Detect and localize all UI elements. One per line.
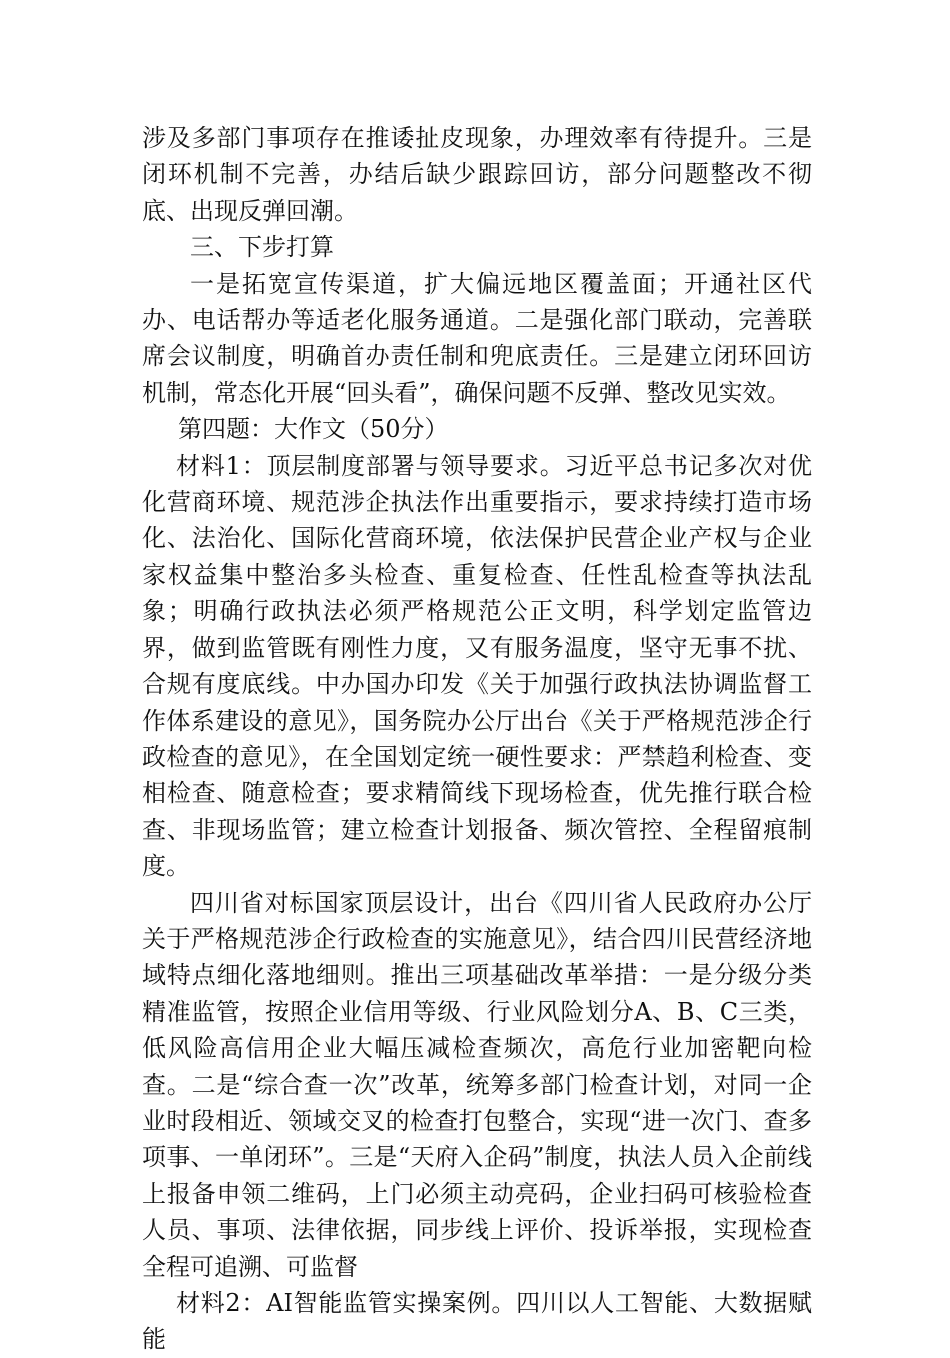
paragraph-next-steps: 一是拓宽宣传渠道，扩大偏远地区覆盖面；开通社区代办、电话帮办等适老化服务通道。二是强化部门联动，完善联席会议制度，明确首办责任制和兜底责任。三是建立闭环回访机制，常态化开展“回头看”，确保问题不反弹、整改见实效。 <box>142 269 812 407</box>
section-heading-next-steps: 三、下步打算 <box>190 233 334 262</box>
question-four-heading: 第四题：大作文（50分） <box>178 415 449 444</box>
paragraph-material-1: 材料1：顶层制度部署与领导要求。习近平总书记多次对优化营商环境、规范涉企执法作出重要指示，要求持续打造市场化、法治化、国际化营商环境，依法保护民营企业产权与企业家权益集中整治多头检查、重复检查、任性乱检查等执法乱象；明确行政执法必须严格规范公正文明，科学划定监管边界，做到监管既有刚性力度，又有服务温度，坚守无事不扰、合规有度底线。中办国办印发《关于加强行政执法协调监督工作体系建设的意见》，国务院办公厅出台《关于严格规范涉企行政检查的意见》，在全国划定统一硬性要求：严禁趋利检查、变相检查、随意检查；要求精简线下现场检查，优先推行联合检查、非现场监管；建立检查计划报备、频次管控、全程留痕制度。 <box>142 451 812 881</box>
paragraph-sichuan-measures: 四川省对标国家顶层设计，出台《四川省人民政府办公厅关于严格规范涉企行政检查的实施意见》，结合四川民营经济地域特点细化落地细则。推出三项基础改革举措：一是分级分类精准监管，按照企业信用等级、行业风险划分A、B、C三类，低风险高信用企业大幅压减检查频次，高危行业加密靶向检查。二是“综合查一次”改革，统筹多部门检查计划，对同一企业时段相近、领域交叉的检查打包整合，实现“进一次门、查多项事、一单闭环”。三是“天府入企码”制度，执法人员入企前线上报备申领二维码，上门必须主动亮码，企业扫码可核验检查人员、事项、法律依据，同步线上评价、投诉举报，实现检查全程可追溯、可监督 <box>142 888 812 1281</box>
paragraph-continuation: 涉及多部门事项存在推诿扯皮现象，办理效率有待提升。三是闭环机制不完善，办结后缺少跟踪回访，部分问题整改不彻底、出现反弹回潮。 <box>142 124 812 225</box>
document-body <box>142 120 812 1358</box>
paragraph-material-2: 材料2：AI智能监管实操案例。四川以人工智能、大数据赋能 <box>142 1289 812 1354</box>
